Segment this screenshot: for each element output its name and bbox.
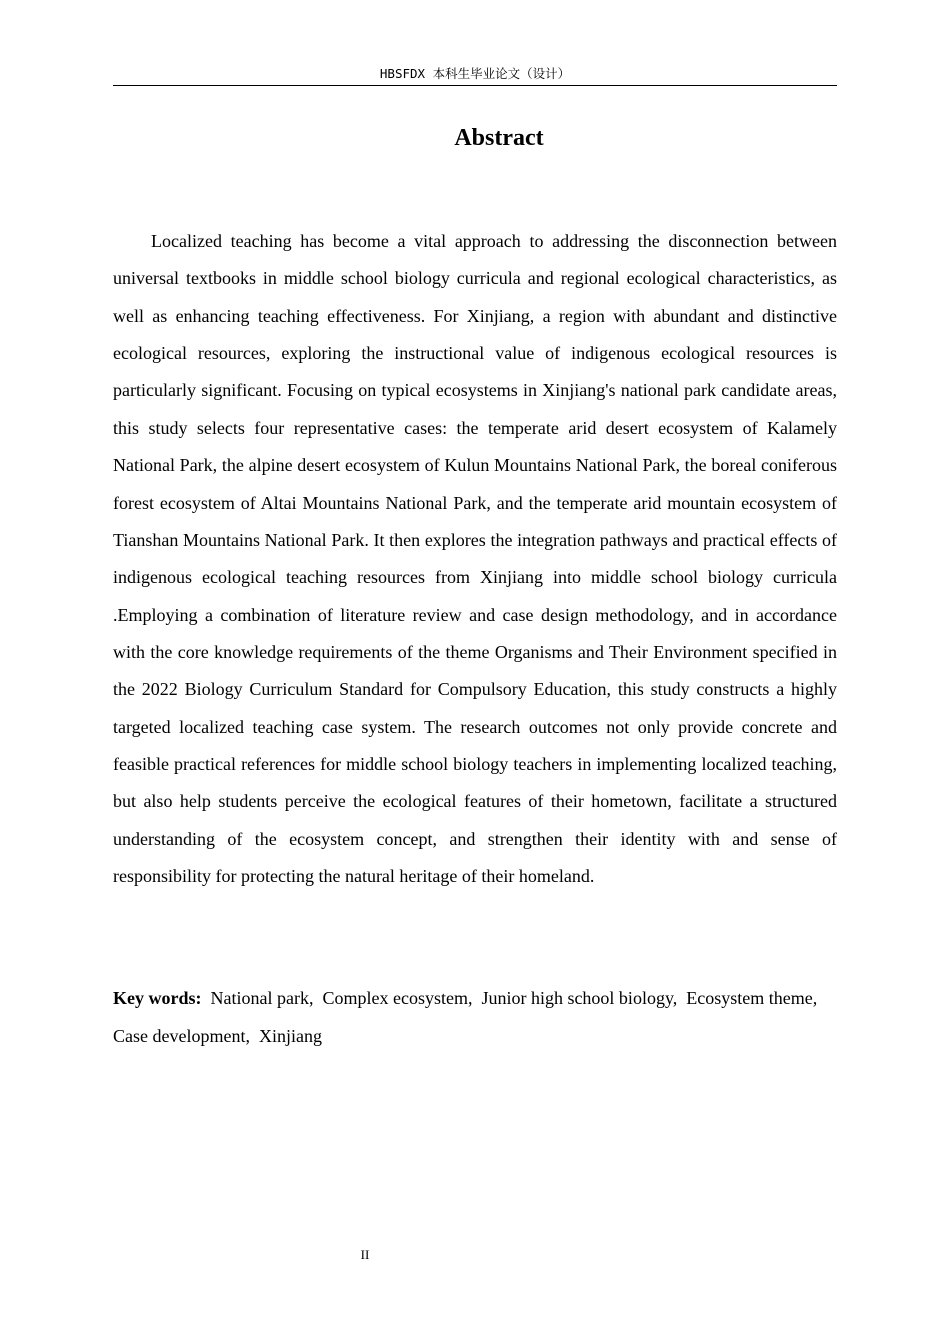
- page-header: HBSFDX 本科生毕业论文（设计）: [379, 66, 571, 81]
- header-rule: [113, 85, 837, 86]
- keywords-text: National park, Complex ecosystem, Junior high school biology, Ecosystem theme, Case development, Xinjiang: [113, 988, 827, 1046]
- keywords-label: Key words:: [113, 988, 202, 1008]
- keywords-line: [113, 980, 837, 1055]
- abstract-body: Localized teaching has become a vital approach to addressing the disconnection between universal textbooks in middle school biology curricula and regional ecological characteristics, as well as enhancing teaching effectiveness. For Xinjiang, a region with abundant and distinctive ecological resources, exploring the instructional value of indigenous ecological resources is particularly significant. Focusing on typical ecosystems in Xinjiang's national park candidate areas, this study selects four representative cases: the temperate arid desert ecosystem of Kalamely National Park, the alpine desert ecosystem of Kulun Mountains National Park, the boreal coniferous forest ecosystem of Altai Mountains National Park, and the temperate arid mountain ecosystem of Tianshan Mountains National Park. It then explores the integration pathways and practical effects of indigenous ecological teaching resources from Xinjiang into middle school biology curricula .Employing a combination of literature review and case design methodology, and in accordance with the core knowledge requirements of the theme Organisms and Their Environment specified in the 2022 Biology Curriculum Standard for Compulsory Education, this study constructs a highly targeted localized teaching case system. The research outcomes not only provide concrete and feasible practical references for middle school biology teachers in implementing localized teaching, but also help students perceive the ecological features of their hometown, facilitate a structured understanding of the ecosystem concept, and strengthen their identity with and sense of responsibility for protecting the natural heritage of their homeland.: [113, 231, 837, 887]
- page-title: Abstract: [454, 125, 544, 151]
- page-number: II: [360, 1247, 370, 1262]
